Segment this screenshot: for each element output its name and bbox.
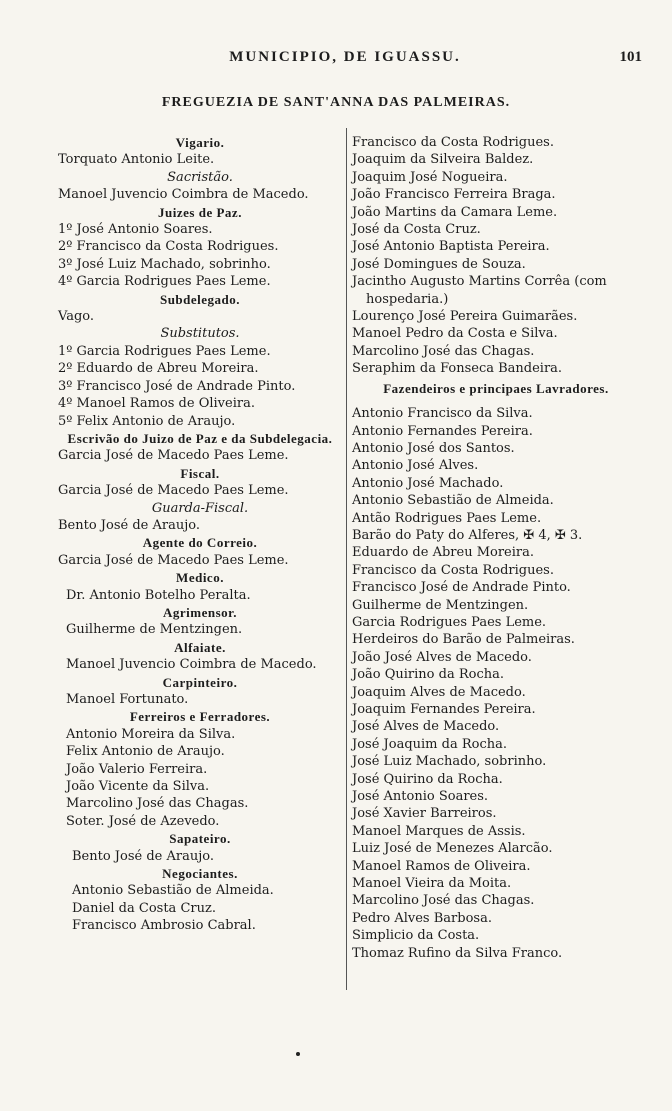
list-item: Manoel Juvencio Coimbra de Macedo. [58,187,309,203]
list-item: Herdeiros do Barão de Palmeiras. [352,632,575,648]
list-item: Francisco José de Andrade Pinto. [352,580,571,596]
list-item: Bento José de Araujo. [58,517,200,533]
section-heading-agrimensor: Agrimensor. [163,604,237,620]
list-item: Marcolino José das Chagas. [352,343,535,359]
list-item: Jacintho Augusto Martins Corrêa (com hospedaria.) [352,274,607,307]
list-item: Joaquim Fernandes Pereira. [352,702,536,717]
list-item: 3º Francisco José de Andrade Pinto. [58,378,296,394]
right-column [352,134,640,962]
list-item: João Quirino da Rocha. [352,667,504,683]
list-item: Manoel Marques de Assis. [352,823,526,839]
list-item: Torquato Antonio Leite. [58,152,215,168]
list-item: João Valerio Ferreira. [66,761,208,777]
list-item: 1º José Antonio Soares. [58,222,213,238]
list-item: Marcolino José das Chagas. [352,893,535,909]
list-item: Eduardo de Abreu Moreira. [352,545,534,561]
section-heading-juizes-de-paz: Juizes de Paz. [158,204,242,220]
list-item: Simplicio da Costa. [352,928,480,944]
section-heading-medico: Medico. [176,570,224,586]
list-item: Guilherme de Mentzingen. [352,597,529,613]
column-divider [346,128,347,990]
section-heading-negociantes: Negociantes. [162,866,238,882]
list-item: 1º Garcia Rodrigues Paes Leme. [58,343,271,359]
section-heading-alfaiate: Alfaiate. [174,639,226,655]
list-item: 2º Francisco da Costa Rodrigues. [58,239,279,255]
section-heading-guarda-fiscal: Guarda-Fiscal. [151,500,249,516]
list-item: Felix Antonio de Araujo. [66,744,225,760]
list-item: Antão Rodrigues Paes Leme. [352,510,542,526]
list-item: Seraphim da Fonseca Bandeira. [352,361,563,377]
list-item: Garcia Rodrigues Paes Leme. [352,614,547,630]
list-item: Antonio José Machado. [352,475,504,491]
list-item: 3º José Luiz Machado, sobrinho. [58,256,271,272]
list-item: Barão do Paty do Alferes, ✠ 4, ✠ 3. [352,527,583,543]
list-item: José Joaquim da Rocha. [352,736,507,752]
list-item: Dr. Antonio Botelho Peralta. [66,587,251,603]
list-item: José Domingues de Souza. [352,256,526,272]
list-item: Manoel Vieira da Moita. [352,876,512,892]
list-item: Francisco da Costa Rodrigues. [352,135,554,150]
list-item: Thomaz Rufino da Silva Franco. [352,945,563,961]
list-item: Francisco Ambrosio Cabral. [72,918,256,934]
list-item: João Martins da Camara Leme. [352,204,558,220]
list-item: José da Costa Cruz. [352,222,481,238]
list-item: Guilherme de Mentzingen. [66,622,243,638]
list-item: Bento José de Araujo. [72,848,214,864]
section-heading-fiscal: Fiscal. [180,465,220,481]
list-item: José Luiz Machado, sobrinho. [352,754,547,770]
list-item: João José Alves de Macedo. [352,649,532,665]
list-item: Marcolino José das Chagas. [66,796,249,812]
list-item: José Antonio Baptista Pereira. [352,239,550,255]
list-item: José Antonio Soares. [352,789,489,805]
section-heading-sapateiro: Sapateiro. [169,831,231,847]
list-item: Lourenço José Pereira Guimarães. [352,309,578,325]
list-item: Pedro Alves Barbosa. [352,910,492,926]
list-item: Manoel Pedro da Costa e Silva. [352,326,558,342]
list-item: Antonio Moreira da Silva. [66,726,236,742]
list-item: Joaquim José Nogueira. [352,169,508,185]
section-heading-fazendeiros: Fazendeiros e principaes Lavradores. [383,380,609,396]
section-heading-agente-correio: Agente do Correio. [142,535,258,551]
list-item: Manoel Fortunato. [66,692,189,707]
list-item: Joaquim Alves de Macedo. [352,684,526,700]
list-item: João Vicente da Silva. [66,779,210,795]
page-title: FREGUEZIA DE SANT'ANNA DAS PALMEIRAS. [161,95,511,110]
list-item: Garcia José de Macedo Paes Leme. [58,448,289,464]
list-item: Manoel Ramos de Oliveira. [352,858,531,874]
section-heading-carpinteiro: Carpinteiro. [162,674,238,690]
list-item: Daniel da Costa Cruz. [72,900,216,916]
section-heading-sacristao: Sacristão. [167,169,233,185]
list-item: Antonio José Alves. [352,458,479,474]
left-column [58,134,342,935]
list-item: Antonio José dos Santos. [352,440,515,456]
running-head [0,49,672,69]
list-item: José Quirino da Rocha. [352,771,503,787]
section-heading-escrivao: Escrivão do Juizo de Paz e da Subdelegacia. [67,430,333,446]
list-item: Soter. José de Azevedo. [66,813,220,829]
section-heading-substitutos: Substitutos. [160,326,240,342]
section-heading-subdelegado: Subdelegado. [159,291,241,307]
list-item: 4º Manoel Ramos de Oliveira. [58,396,255,412]
list-item: Joaquim da Silveira Baldez. [352,152,534,168]
list-item: Vago. [58,309,94,325]
page-number: 101 [619,49,642,65]
section-heading-ferreiros: Ferreiros e Ferradores. [129,709,271,725]
list-item: 5º Felix Antonio de Araujo. [58,413,236,429]
list-item: João Francisco Ferreira Braga. [352,187,556,203]
list-item: Garcia José de Macedo Paes Leme. [58,483,289,499]
list-item: Manoel Juvencio Coimbra de Macedo. [66,657,317,673]
list-item: José Xavier Barreiros. [352,806,497,822]
running-head-title: MUNICIPIO, DE IGUASSU. [229,49,461,65]
list-item: 4º Garcia Rodrigues Paes Leme. [58,274,271,290]
printer-dot [296,1052,300,1056]
list-item: Antonio Sebastião de Almeida. [72,883,274,899]
list-item: Antonio Fernandes Pereira. [352,423,533,439]
list-item: Garcia José de Macedo Paes Leme. [58,552,289,568]
list-item: Antonio Francisco da Silva. [352,406,533,422]
section-heading-vigario: Vigario. [175,135,225,150]
list-item: José Alves de Macedo. [352,719,500,735]
list-item: Francisco da Costa Rodrigues. [352,562,554,578]
list-item: Antonio Sebastião de Almeida. [352,493,554,509]
list-item: 2º Eduardo de Abreu Moreira. [58,361,259,377]
list-item: Luiz José de Menezes Alarcão. [352,841,553,857]
